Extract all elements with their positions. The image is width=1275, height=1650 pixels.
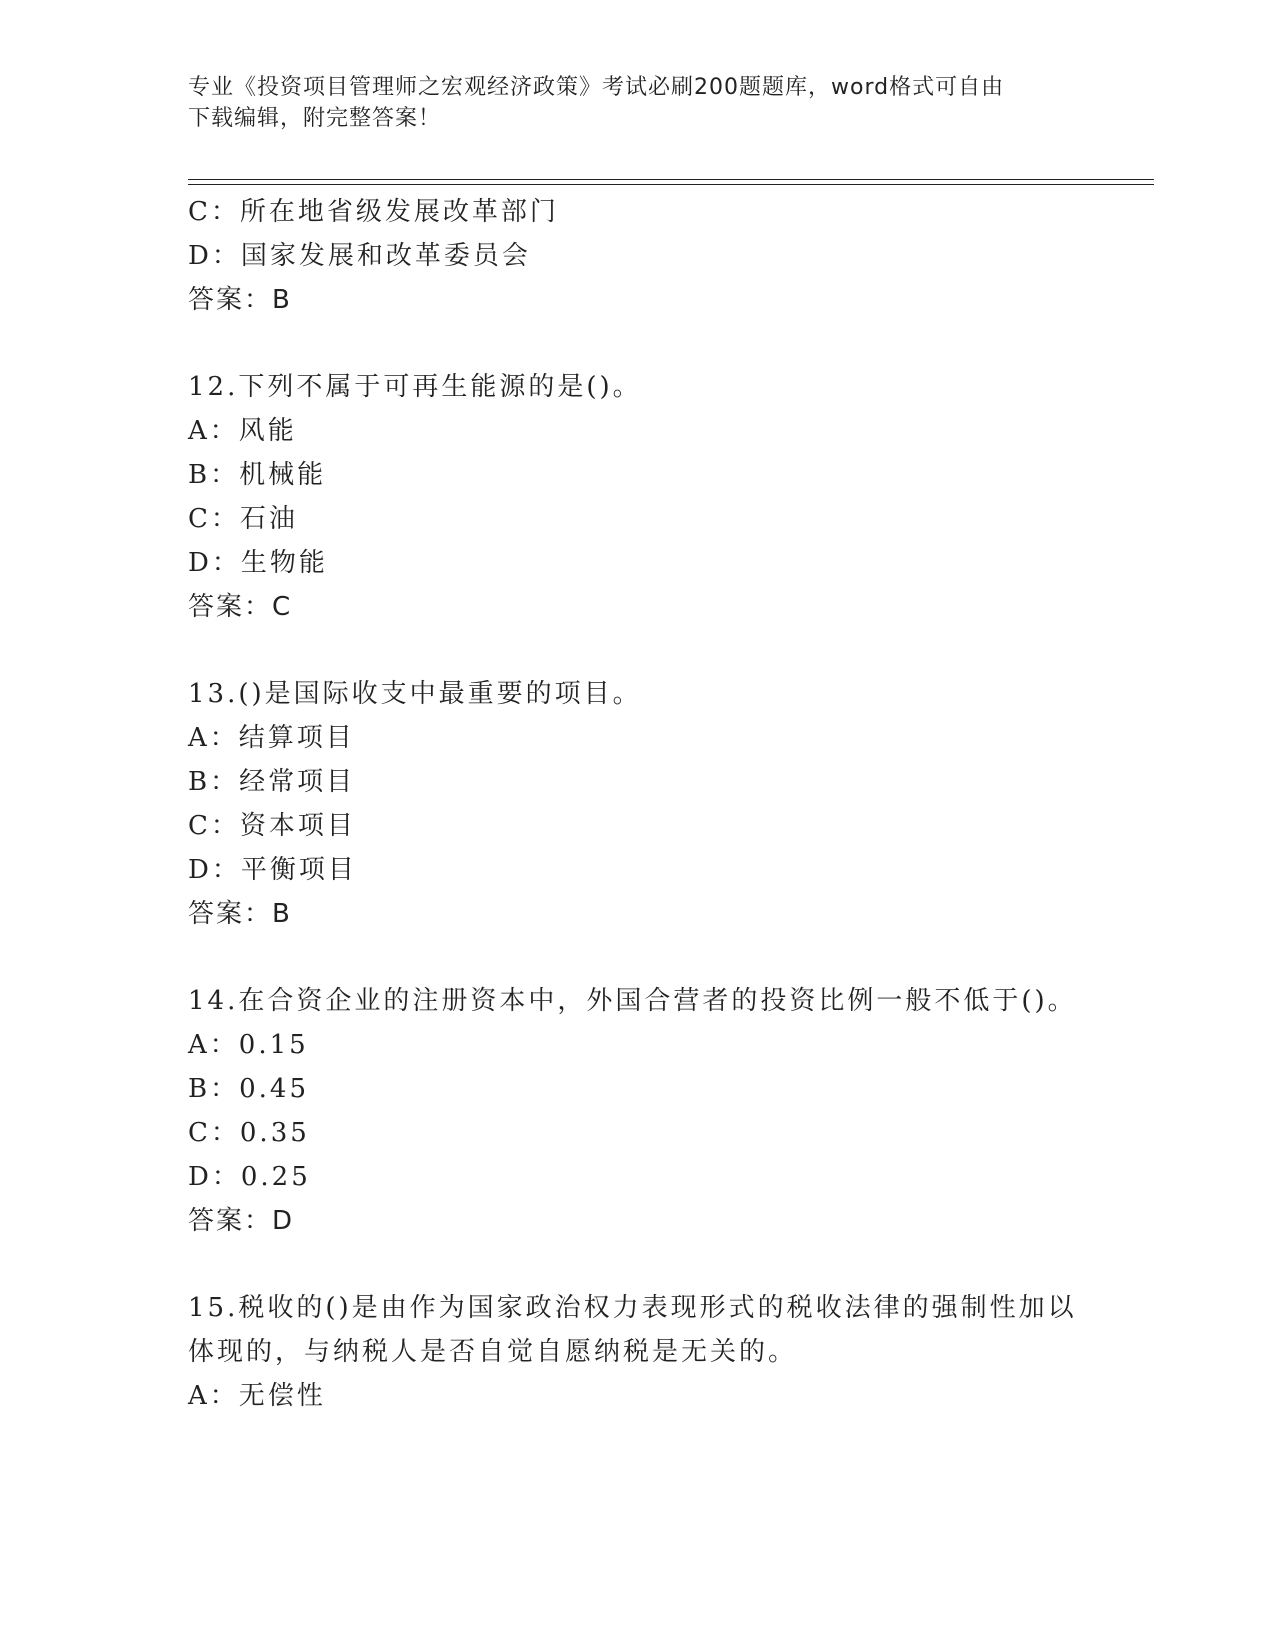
q11-answer: 答案：B [188,285,292,315]
q12-option-c: C：石油 [188,504,298,534]
document-title-line-1: 专业《投资项目管理师之宏观经济政策》考试必刷200题题库，word格式可自由 [188,75,1005,100]
q13-stem: 13.()是国际收支中最重要的项目。 [188,679,642,709]
q13-answer: 答案：B [188,899,292,929]
q11-option-c: C：所在地省级发展改革部门 [188,197,559,227]
header-divider-bottom [188,184,1154,185]
q12-answer: 答案：C [188,592,293,622]
q13-option-b: B：经常项目 [188,767,356,797]
q14-option-c: C：0.35 [188,1118,310,1148]
q13-option-d: D：平衡项目 [188,855,357,885]
q11-option-d: D：国家发展和改革委员会 [188,241,531,271]
q13-option-c: C：资本项目 [188,811,356,841]
q14-answer: 答案：D [188,1206,295,1236]
document-title [188,72,1088,134]
q14-stem: 14.在合资企业的注册资本中，外国合营者的投资比例一般不低于()。 [188,986,1077,1016]
q13-option-a: A：结算项目 [188,723,355,753]
q15-option-a: A：无偿性 [188,1381,326,1411]
header-divider-top [188,179,1154,180]
q14-option-a: A：0.15 [188,1030,309,1060]
q12-option-a: A：风能 [188,416,297,446]
q15-stem-line-2: 体现的，与纳税人是否自觉自愿纳税是无关的。 [188,1337,798,1367]
q14-option-d: D：0.25 [188,1162,311,1192]
q12-option-b: B：机械能 [188,460,327,490]
document-title-line-2: 下载编辑，附完整答案！ [188,106,442,131]
q15-stem-line-1: 15.税收的()是由作为国家政治权力表现形式的税收法律的强制性加以 [188,1293,1077,1323]
q12-option-d: D：生物能 [188,548,328,578]
q14-option-b: B：0.45 [188,1074,309,1104]
q12-stem: 12.下列不属于可再生能源的是()。 [188,372,642,402]
